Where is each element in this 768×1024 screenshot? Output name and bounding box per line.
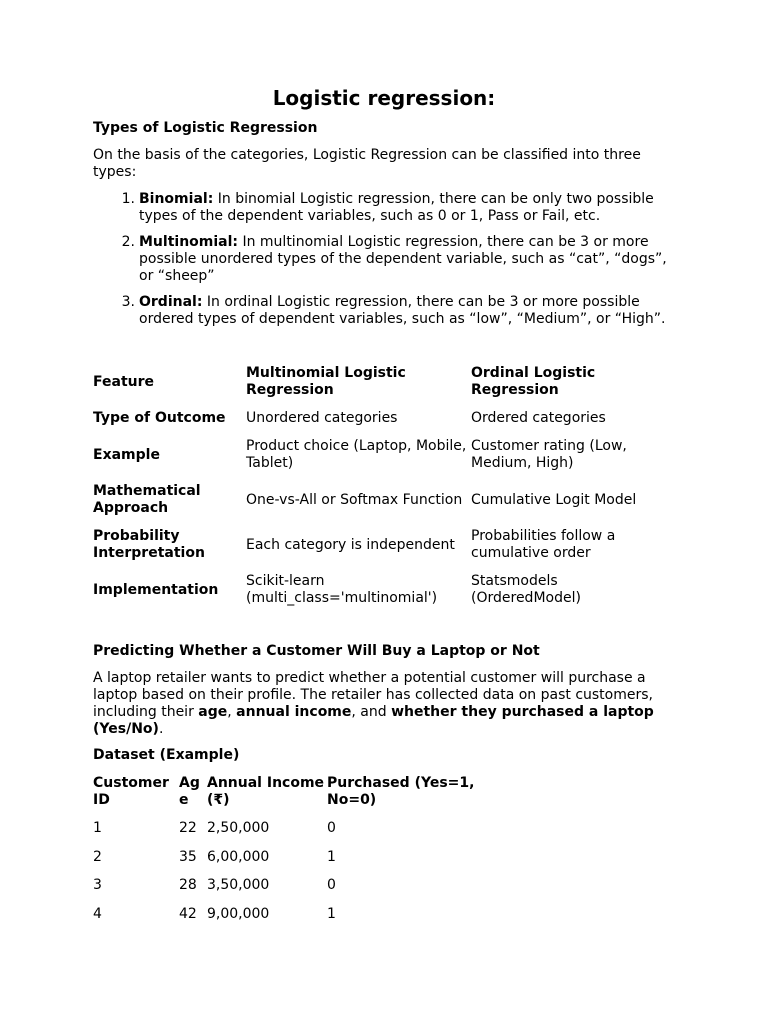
scenario-paragraph	[93, 670, 668, 738]
table-cell: 0	[327, 877, 336, 893]
list-number: 3.	[121, 294, 135, 310]
table-cell: Implementation	[93, 582, 219, 598]
table-cell: 28	[179, 877, 197, 893]
table-header-cell: Ordinal Logistic Regression	[471, 365, 596, 398]
list-body	[139, 294, 684, 328]
list-text: In binomial Logistic regression, there can be only two possible types of the dependent variables, such as 0 or 1, Pass or Fail, etc.	[139, 191, 654, 224]
list-number: 2.	[121, 234, 135, 250]
table-cell: 2,50,000	[207, 820, 270, 836]
list-text: In multinomial Logistic regression, there can be 3 or more possible unordered types of the dependent variable, such as “cat”, “dogs”, or “sheep”	[139, 234, 667, 284]
table-cell: Cumulative Logit Model	[471, 492, 637, 508]
table-cell: 3,50,000	[207, 877, 270, 893]
types-heading: Types of Logistic Regression	[93, 120, 318, 136]
intro-paragraph: On the basis of the categories, Logistic Regression can be classified into three types:	[93, 147, 641, 180]
table-cell: Probability Interpretation	[93, 528, 205, 561]
page-title: Logistic regression:	[272, 86, 496, 110]
table-cell: 9,00,000	[207, 906, 270, 922]
list-number: 1.	[121, 191, 135, 207]
table-cell: Scikit-learn (multi_class='multinomial')	[246, 573, 438, 606]
section-heading: Predicting Whether a Customer Will Buy a Laptop or Not	[93, 643, 540, 659]
table-cell: Ordered categories	[471, 410, 606, 426]
scenario-text: A laptop retailer wants to predict whether a potential customer will purchase a laptop based on their profile. The retailer has collected data on past customers, including their	[93, 670, 653, 720]
table-cell: 42	[179, 906, 197, 922]
table-cell: Product choice (Laptop, Mobile, Tablet)	[246, 438, 467, 471]
table-header-cell: Multinomial Logistic Regression	[246, 365, 406, 398]
scenario-bold-age: age	[198, 704, 228, 720]
scenario-bold-purchased: whether they purchased a laptop (Yes/No)	[93, 704, 654, 737]
scenario-text: ,	[227, 704, 237, 720]
scenario-bold-income: annual income	[236, 704, 352, 720]
list-body	[139, 234, 684, 285]
list-term: Ordinal:	[139, 294, 203, 310]
table-cell: 3	[93, 877, 102, 893]
list-term: Binomial:	[139, 191, 214, 207]
table-cell: 0	[327, 820, 336, 836]
table-cell: Probabilities follow a cumulative order	[471, 528, 616, 561]
table-cell: Mathematical Approach	[93, 483, 201, 516]
table-cell: Unordered categories	[246, 410, 398, 426]
table-cell: Statsmodels (OrderedModel)	[471, 573, 581, 606]
table-header-cell: Annual Income (₹)	[207, 775, 325, 808]
scenario-text: .	[158, 721, 164, 737]
table-cell: 6,00,000	[207, 849, 270, 865]
list-body	[139, 191, 684, 225]
list-text: In ordinal Logistic regression, there can be 3 or more possible ordered types of dependent variables, such as “low”, “Medium”, or “High”.	[139, 294, 666, 327]
table-cell: 2	[93, 849, 102, 865]
table-header-cell: Customer ID	[93, 775, 169, 808]
table-cell: 1	[327, 849, 336, 865]
table-cell: Example	[93, 447, 160, 463]
list-term: Multinomial:	[139, 234, 239, 250]
dataset-heading: Dataset (Example)	[93, 747, 240, 763]
table-cell: 1	[327, 906, 336, 922]
table-cell: Customer rating (Low, Medium, High)	[471, 438, 627, 471]
table-cell: 22	[179, 820, 197, 836]
table-header-cell: Feature	[93, 374, 154, 390]
table-cell: One-vs-All or Softmax Function	[246, 492, 463, 508]
table-header-cell: Ag e	[179, 775, 200, 808]
table-cell: 35	[179, 849, 197, 865]
table-cell: 1	[93, 820, 102, 836]
table-cell: 4	[93, 906, 102, 922]
scenario-text: , and	[351, 704, 392, 720]
table-cell: Each category is independent	[246, 537, 455, 553]
table-cell: Type of Outcome	[93, 410, 226, 426]
table-header-cell: Purchased (Yes=1, No=0)	[327, 775, 475, 808]
